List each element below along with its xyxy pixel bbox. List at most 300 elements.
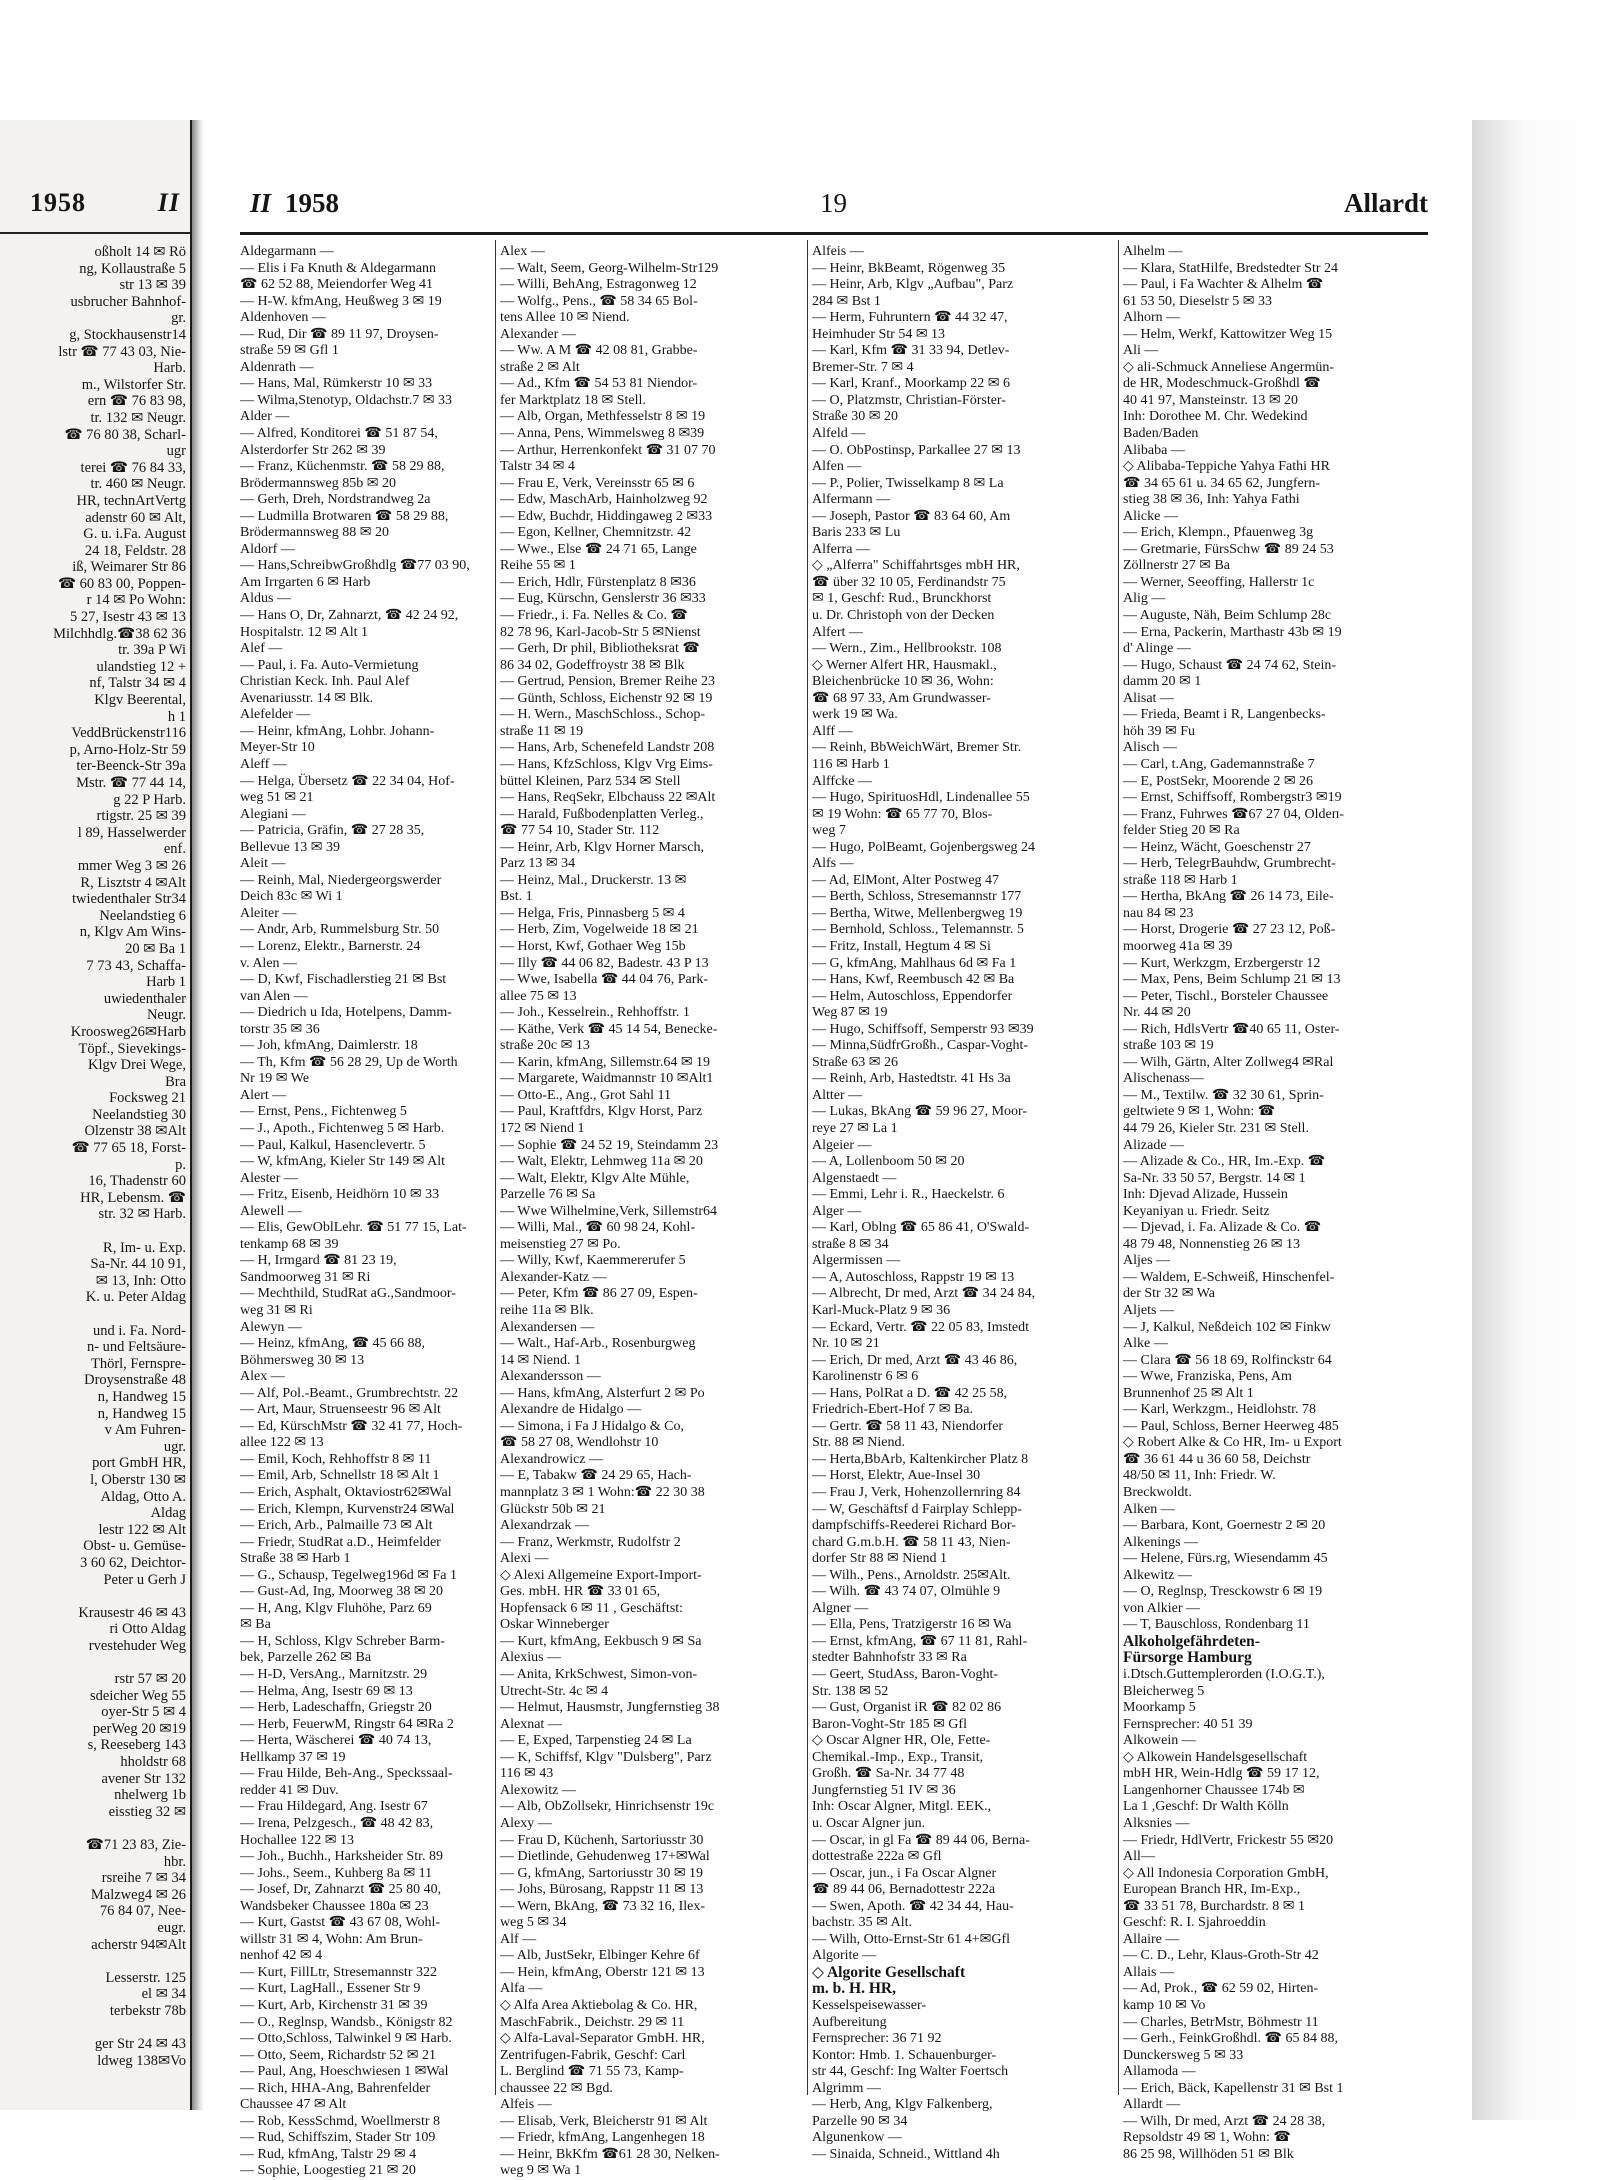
directory-entry: — J., Apoth., Fichtenweg 5 ✉ Harb. [240,1120,445,1136]
left-page-line: Peter u Gerh J [103,1571,186,1588]
left-page-number: II [157,188,180,217]
directory-surname-heading: Alff — [812,723,853,739]
directory-entry: — Berth, Schloss, Stresemannstr 177 [812,889,1022,905]
directory-entry: — Horst, Elektr, Aue-Insel 30 [812,1468,981,1484]
directory-entry: Reihe 55 ✉ 1 [500,558,576,574]
directory-entry: u. Oscar Algner jun. [812,1815,926,1831]
directory-surname-heading: Alexandersson — [500,1369,601,1385]
directory-entry: — Helga, Übersetz ☎ 22 34 04, Hof- [240,773,455,789]
left-page-line: Harb 1 [146,974,186,991]
directory-entry: Keyaniyan u. Friedr. Seitz [1123,1203,1270,1219]
directory-entry: — Friedr, StudRat a.D., Heimfelder [240,1534,441,1550]
directory-entry: — Rob, KessSchmd, Woellmerstr 8 [240,2113,441,2129]
left-page-line: 24 18, Feldstr. 28 [84,542,186,559]
directory-entry: — J, Kalkul, Neßdeich 102 ✉ Finkw [1123,1319,1331,1335]
directory-entry: — Wilh, Dr med, Arzt ☎ 24 28 38, [1123,2113,1326,2129]
directory-surname-heading: Alferra — [812,541,870,557]
directory-entry: 48 79 48, Nonnenstieg 26 ✉ 13 [1123,1236,1300,1252]
left-page-line [0,1223,186,1240]
directory-entry: — Herb, FeuerwM, Ringstr 64 ✉Ra 2 [240,1716,454,1732]
directory-entry: — Hans,SchreibwGroßhdlg ☎77 03 90, [240,558,470,574]
left-page-line: Aldag, Otto A. [100,1488,186,1505]
directory-entry: — Ad, Prok., ☎ 62 59 02, Hirten- [1123,1981,1319,1997]
directory-entry: — Sophie ☎ 24 52 19, Steindamm 23 [500,1137,719,1153]
directory-surname-heading: Alger — [812,1203,862,1219]
directory-entry: — Reinh, BbWeichWärt, Bremer Str. [812,740,1022,756]
directory-entry: ◇ Alibaba-Teppiche Yahya Fathi HR [1123,459,1330,475]
directory-surname-heading: Alex — [500,244,545,259]
directory-entry: damm 20 ✉ 1 [1123,674,1202,690]
directory-surname-heading: Alefelder — [240,707,311,723]
left-page-line: oßholt 14 ✉ Rö [94,244,186,260]
directory-surname-heading: Allais — [1123,1964,1174,1980]
directory-entry: — Johs, Bürosang, Rappstr 11 ✉ 13 [500,1882,704,1898]
left-page-line: Mstr. ☎ 77 44 14, [76,775,186,791]
directory-surname-heading: Alfeis — [812,244,864,259]
directory-entry: — Rich, HdlsVertr ☎40 65 11, Oster- [1123,1021,1340,1037]
left-page-line: ter-Beenck-Str 39a [76,758,186,775]
directory-entry: Inh: Oscar Algner, Mitgl. EEK., [812,1799,992,1815]
directory-entry: — Karl, Kfm ☎ 31 33 94, Detlev- [812,343,1010,359]
left-page-line: ng, Kollaustraße 5 [79,260,186,277]
directory-entry: — Horst, Drogerie ☎ 27 23 12, Poß- [1123,922,1336,938]
directory-surname-heading: Alicke — [1123,508,1178,524]
directory-entry: weg 51 ✉ 21 [240,790,314,806]
directory-entry: weg 31 ✉ Ri [240,1303,313,1318]
directory-surname-heading: Alhorn — [1123,310,1181,326]
directory-entry: — Gerh., FeinkGroßhdl. ☎ 65 84 88, [1123,2031,1338,2047]
directory-entry: Chemikal.-Imp., Exp., Transit, [812,1749,984,1765]
directory-entry: — Frieda, Beamt i R, Langenbecks- [1123,707,1326,723]
left-page-line [0,1306,186,1323]
directory-entry: — Hugo, Schaust ☎ 24 74 62, Stein- [1123,657,1337,673]
directory-entry: stieg 38 ✉ 36, Inh: Yahya Fathi [1123,492,1300,508]
left-page-line: G. u. i.Fa. August [83,526,186,543]
directory-entry: — Elisab, Verk, Bleicherstr 91 ✉ Alt [500,2113,708,2129]
directory-entry: — Kurt, Gastst ☎ 43 67 08, Wohl- [240,1915,440,1931]
directory-surname-heading: Alert — [240,1087,287,1103]
directory-entry: — Franz, Fuhrwes ☎67 27 04, Oldeп- [1123,806,1344,822]
directory-entry: MaschFabrik., Deichstr. 29 ✉ 11 [500,2014,685,2030]
directory-entry: — Heinr, BkBeamt, Rögenweg 35 [812,260,1006,276]
directory-entry: Geschf: R. I. Sjahroeddin [1123,1915,1266,1931]
directory-surname-heading: Aleit — [240,856,286,872]
directory-surname-heading: Alef — [240,641,283,657]
directory-entry: — Heinr, kfmAng, Lohbr. Johann- [240,723,435,739]
left-page-line: r 14 ✉ Po Wohn: [86,592,186,609]
directory-entry: — Gerh, Dreh, Nordstrandweg 2a [240,492,431,508]
directory-surname-heading: d' Alinge — [1123,641,1191,657]
directory-entry: — Frau Hilde, Beh-Ang., Speckssaal- [240,1766,453,1782]
directory-entry: — Paul, i Fa Wachter & Alhelm ☎ [1123,277,1324,293]
directory-entry: — Helga, Fris, Pinnasberg 5 ✉ 4 [500,905,685,921]
left-page-line: 20 ✉ Ba 1 [125,940,186,957]
directory-entry: — Emil, Arb, Schnellstr 18 ✉ Alt 1 [240,1468,440,1484]
directory-entry: — Helm, Werkf, Kattowitzer Weg 15 [1123,326,1333,342]
directory-entry: — Herb, Ang, Klgv Falkenberg, [812,2097,993,2113]
directory-entry: — Wern., Zim., Hellbrookstr. 108 [812,641,1002,657]
directory-entry: — Elis i Fa Knuth & Aldegarmann [240,260,436,276]
directory-entry: Bleichenbrücke 10 ✉ 36, Wohn: [812,674,994,690]
directory-entry: 172 ✉ Niend 1 [500,1120,585,1136]
directory-entry: Breckwoldt. [1123,1485,1192,1501]
left-page-line: n- und Feltsäure- [86,1339,186,1356]
directory-entry: — Karin, kfmAng, Sillemstr.64 ✉ 19 [500,1054,711,1070]
directory-surname-heading: Altter — [812,1087,863,1103]
directory-entry: von Alkier — [1123,1600,1200,1616]
directory-surname-heading: Allamoda — [1123,2064,1196,2080]
directory-entry: — Heinz, Wächt, Goeschenstr 27 [1123,839,1311,855]
directory-entry: — O., Reglnsp, Wandsb., Königstr 82 [240,2014,453,2030]
directory-entry: nau 84 ✉ 23 [1123,905,1194,921]
directory-entry: ☎ über 32 10 05, Ferdinandstr 75 [812,574,1006,590]
left-page-line: usbrucher Bahnhof- [70,293,186,310]
directory-entry: — Wilh, Gärtn, Alter Zollweg4 ✉Ral [1123,1054,1334,1070]
left-page-text [0,244,186,2069]
directory-entry: Straße 38 ✉ Harb 1 [240,1551,351,1567]
directory-entry: — H, Irmgard ☎ 81 23 19, [240,1253,397,1269]
directory-entry: Weg 87 ✉ 19 [812,1005,888,1021]
directory-entry: Hopfensack 6 ✉ 11 , Geschäftst: [500,1600,684,1616]
directory-entry: — Herm, Fuhruntern ☎ 44 32 47, [812,310,1008,326]
directory-surname-heading: Alisch — [1123,740,1178,756]
left-page-line: VeddBrückenstr116 [71,725,186,742]
directory-entry: ☎ 68 97 33, Am Grundwasser- [812,690,991,706]
directory-entry: European Branch HR, Im-Exp., [1123,1882,1301,1898]
directory-entry: straße 59 ✉ Gfl 1 [240,343,339,359]
left-page-line: Milchhdlg.☎38 62 36 [53,625,186,642]
directory-surname-heading: v. Alen — [240,955,298,971]
directory-entry: reihe 11a ✉ Blk. [500,1303,594,1318]
directory-entry: — Minna,SüdfrGroßh., Caspar-Voght- [812,1038,1029,1054]
left-page-line: ☎ 76 80 38, Scharl- [64,426,186,443]
directory-entry: Avenariusstr. 14 ✉ Blk. [240,690,374,706]
left-page-line: h 1 [167,708,186,725]
directory-entry: bachstr. 35 ✉ Alt. [812,1915,913,1931]
directory-entry: — Helene, Fürs.rg, Wiesendamm 45 [1123,1551,1328,1567]
directory-entry: — Hugo, Schiffsoff, Semperstr 93 ✉39 [812,1021,1034,1037]
directory-entry: — Carl, t.Ang, Gademannstraße 7 [1123,756,1315,772]
left-page-line: ldweg 138✉Vo [97,2052,186,2069]
directory-entry: Hospitalstr. 12 ✉ Alt 1 [240,624,369,640]
left-page-line: hholdstr 68 [120,1754,186,1771]
directory-surname-heading: Alisat — [1123,690,1174,706]
directory-entry: — Simona, i Fa J Hidalgo & Co, [500,1418,684,1434]
directory-entry: ☎ 34 65 61 u. 34 65 62, Jungfern- [1123,475,1321,491]
directory-entry: fer Marktplatz 18 ✉ Stell. [500,392,646,408]
directory-surname-heading: Aljes — [1123,1253,1171,1269]
directory-entry: Parzelle 76 ✉ Sa [500,1187,596,1203]
directory-entry: — Hans, ReqSekr, Elbchauss 22 ✉Alt [500,790,716,806]
directory-entry: — Herb, Ladeschaffn, Griegstr 20 [240,1700,432,1716]
directory-surname-heading: Alkowein — [1123,1733,1196,1749]
directory-surname-heading: Alf — [500,1931,537,1947]
directory-entry: — E, Exped, Tarpenstieg 24 ✉ La [500,1733,692,1749]
directory-surname-heading: Alexnat — [500,1716,562,1732]
left-page-line: ☎ 77 65 18, Forst- [71,1140,186,1157]
directory-entry: — Th, Kfm ☎ 56 28 29, Up de Worth [240,1054,458,1070]
left-page-line: rvestehuder Weg [88,1637,186,1654]
directory-page [206,120,1473,2179]
directory-surname-heading: Alischenass— [1123,1071,1204,1087]
directory-entry: dottestraße 222a ✉ Gfl [812,1849,942,1865]
directory-entry: ◇ All Indonesia Corporation GmbH, [1123,1865,1329,1881]
directory-entry: tens Allee 10 ✉ Niend. [500,310,630,326]
directory-entry: — Rud, Dir ☎ 89 11 97, Droysen- [240,326,439,342]
left-page-line [0,1953,186,1970]
directory-entry: — Sinaida, Schneid., Wittland 4h [812,2146,1000,2162]
directory-entry: — Werner, Seeoffing, Hallerstr 1c [1123,574,1315,590]
directory-surname-heading: Alfen — [812,459,862,475]
running-head: Allardt [1344,188,1428,218]
directory-surname-heading: Algenstaedt — [812,1170,897,1186]
left-page-line: 5 27, Isestr 43 ✉ 13 [69,609,186,626]
directory-entry: — K, Schiffsf, Klgv "Dulsberg", Parz [500,1749,712,1765]
directory-surname-heading: Alibaba — [1123,442,1185,458]
directory-entry: — Erich, Bäck, Kapellenstr 31 ✉ Bst 1 [1123,2080,1344,2096]
directory-entry: Friedrich-Ebert-Hof 7 ✉ Ba. [812,1402,974,1418]
directory-entry: — Eckard, Vertr. ☎ 22 05 83, Imstedt [812,1319,1030,1335]
directory-entry: Fürsorge Hamburg [1123,1649,1252,1667]
directory-surname-heading: Alexander — [500,326,576,342]
directory-entry: — Elis, GewOblLehr. ☎ 51 77 15, Lat- [240,1220,467,1236]
directory-entry: tenkamp 68 ✉ 39 [240,1236,339,1252]
directory-entry: Langenhorner Chaussee 174b ✉ [1123,1782,1305,1798]
left-page-line: ger Str 24 ✉ 43 [94,2036,186,2053]
left-page-line: v Am Fuhren- [104,1422,186,1439]
directory-entry: willstr 31 ✉ 4, Wohn: Am Brun- [240,1931,423,1947]
directory-entry: — Alf, Pol.-Beamt., Grumbrechtstr. 22 [240,1385,459,1401]
directory-entry: ◇ Alfa Area Aktiebolag & Co. HR, [500,1997,698,2013]
directory-entry: — Frau D, Küchenh, Sartoriusstr 30 [500,1832,704,1848]
directory-entry: Glückstr 50b ✉ 21 [500,1501,606,1517]
left-page-line: R, Lisztstr 4 ✉Alt [80,874,186,891]
directory-entry: Talstr 34 ✉ 4 [500,459,575,475]
left-page-line: iß, Weimarer Str 86 [72,559,186,576]
directory-entry: — Dietlinde, Gehudenweg 17+✉Wal [500,1849,710,1865]
directory-entry: — Waldem, E-Schweiß, Hinschenfel- [1123,1269,1335,1285]
left-page-line: Aldag [150,1505,186,1522]
directory-entry: ◇ Alfa-Laval-Separator GmbH. HR, [500,2031,705,2047]
left-page-line: ☎71 23 83, Zie- [85,1837,186,1853]
directory-entry: allee 75 ✉ 13 [500,988,577,1004]
directory-entry: Karolinenstr 6 ✉ 6 [812,1369,919,1385]
directory-entry: Heimhuder Str 54 ✉ 13 [812,326,946,342]
directory-entry: — Erich, Arb., Palmaille 73 ✉ Alt [240,1518,433,1534]
page-header [240,188,1428,224]
directory-entry: Parz 13 ✉ 34 [500,856,576,872]
directory-surname-heading: van Alen — [240,988,308,1004]
directory-entry: — Heinz, kfmAng, ☎ 45 66 88, [240,1336,426,1352]
directory-surname-heading: Alken — [1123,1501,1175,1517]
directory-entry: — Illy ☎ 44 06 82, Badestr. 43 P 13 [500,955,709,971]
directory-entry: — Horst, Kwf, Gothaer Weg 15b [500,938,686,954]
left-page-line: Obst- u. Gemüse- [83,1538,186,1555]
left-page-line: Malzweg4 ✉ 26 [90,1886,186,1903]
directory-entry: Parzelle 90 ✉ 34 [812,2113,908,2129]
directory-entry: — Herta,BbArb, Kaltenkircher Platz 8 [812,1451,1029,1467]
directory-entry: — Paul, Kalkul, Hasenclevertr. 5 [240,1137,426,1153]
directory-entry: Bellevue 13 ✉ 39 [240,839,340,855]
directory-entry: — Ludmilla Brotwaren ☎ 58 29 88, [240,508,449,524]
directory-entry: de HR, Modeschmuck-Großhdl ☎ [1123,376,1321,392]
directory-entry: — Helmut, Hausmstr, Jungfernstieg 38 [500,1700,720,1716]
directory-entry: — Wolfg., Pens., ☎ 58 34 65 Bol- [500,293,698,309]
directory-entry: Großh. ☎ Sa-Nr. 34 77 48 [812,1766,965,1782]
page-roman-numeral: II [250,188,272,218]
left-page-line: hbr. [163,1853,186,1870]
directory-entry: — Joh., Kesselrein., Rehhoffstr. 1 [500,1005,690,1021]
directory-entry: — Hans O, Dr, Zahnarzt, ☎ 42 24 92, [240,608,459,624]
directory-entry: — Oscar, jun., i Fa Oscar Algner [812,1865,997,1881]
left-page-line: Harb. [153,360,186,377]
directory-entry: straße 11 ✉ 19 [500,723,584,739]
left-page-line: tr. 460 ✉ Neugr. [90,476,186,493]
directory-entry: ☎ 62 52 88, Meiendorfer Weg 41 [240,277,433,293]
left-page-line: n, Klgv Am Wins- [79,924,186,941]
directory-entry: — Alb, Organ, Methfesselstr 8 ✉ 19 [500,409,706,425]
left-page-line: twiedenthaler Str34 [72,891,186,908]
directory-entry: — Heinr, Arb, Klgv „Aufbau", Parz [812,277,1014,293]
directory-entry: — Paul, i. Fa. Auto-Vermietung [240,657,419,673]
left-page-line: Lesserstr. 125 [105,1969,186,1986]
directory-entry: chaussee 22 ✉ Bgd. [500,2080,613,2096]
directory-surname-heading: Algunenkow — [812,2130,902,2146]
directory-entry: — H-D, VersAng., Marnitzstr. 29 [240,1667,428,1683]
directory-entry: — Walt, Seem, Georg-Wilhelm-Str129 [500,260,719,276]
directory-entry: — Frau Hildegard, Ang. Isestr 67 [240,1799,428,1815]
left-page-line: HR, technArtVertg [76,492,186,509]
directory-entry: Str. 138 ✉ 52 [812,1683,889,1699]
directory-entry: — Art, Maur, Struenseestr 96 ✉ Alt [240,1402,441,1418]
directory-surname-heading: Alexy — [500,1815,552,1831]
left-page-line: oyer-Str 5 ✉ 4 [101,1704,186,1721]
left-page-line: lstr ☎ 77 43 03, Nie- [58,343,186,360]
left-page-line: str 13 ✉ 39 [119,277,186,294]
directory-entry: — Erna, Packerin, Marthastr 43b ✉ 19 [1123,624,1342,640]
left-page-line [0,1588,186,1605]
directory-entry: Brödermannsweg 85b ✉ 20 [240,475,396,491]
directory-surname-heading: Alder — [240,409,290,425]
directory-entry: — Ernst, Pens., Fichtenweg 5 [240,1104,407,1120]
directory-entry: Kontor: Hmb. 1. Schauenburger- [812,2047,997,2063]
directory-surname-heading: Alexius — [500,1650,562,1666]
directory-entry: — Erich, Asphalt, Oktaviostr62✉Wal [240,1485,452,1501]
directory-entry: — Joh, kfmAng, Daimlerstr. 18 [240,1038,418,1054]
directory-entry: — Franz, Werkmstr, Rudolfstr 2 [500,1534,681,1550]
left-page-line: acherstr 94✉Alt [91,1936,186,1953]
left-page-line: gr. [171,310,186,327]
directory-surname-heading: Aleiter — [240,905,297,921]
directory-entry: — Wwe, Franziska, Pens, Am [1123,1369,1292,1385]
directory-entry: Utrecht-Str. 4c ✉ 4 [500,1683,609,1699]
directory-entry: — Hein, kfmAng, Oberstr 121 ✉ 13 [500,1964,705,1980]
directory-entry: — Herb, TelegrBauhdw, Grumbrecht- [1123,856,1336,872]
directory-entry: Böhmersweg 30 ✉ 13 [240,1352,365,1368]
directory-entry: straße 118 ✉ Harb 1 [1123,872,1238,888]
left-page-year: 1958 [30,188,86,217]
left-page-line [0,1820,186,1837]
left-page-line: Neugr. [146,1007,186,1024]
left-page-line: 7 73 43, Schaffa- [86,957,186,974]
directory-entry: — Rud, kfmAng, Talstr 29 ✉ 4 [240,2146,417,2162]
directory-entry: — Otto,Schloss, Talwinkel 9 ✉ Harb. [240,2031,452,2047]
directory-entry: Wandsbeker Chaussee 180a ✉ 23 [240,1898,429,1914]
directory-entry: — G., Schausp, Tegelweg196d ✉ Fa 1 [240,1567,457,1583]
directory-entry: L. Berglind ☎ 71 55 73, Kamp- [500,2064,684,2080]
directory-surname-heading: Aleff — [240,756,287,772]
left-page-line: 76 84 07, Nee- [99,1903,186,1920]
directory-entry: — Wilma,Stenotyp, Oldachstr.7 ✉ 33 [240,392,452,408]
directory-entry: Alkoholgefährdeten- [1123,1632,1260,1650]
directory-entry: Repsoldstr 49 ✉ 1, Wohn: ☎ [1123,2130,1291,2146]
directory-entry: — Arthur, Herrenkonfekt ☎ 31 07 70 [500,442,716,458]
left-page-header [30,188,180,218]
directory-entry: — Wilh. ☎ 43 74 07, Olmühle 9 [812,1584,1001,1600]
directory-entry: Straße 30 ✉ 20 [812,409,898,425]
directory-entry: Ges. mbH. HR ☎ 33 01 65, [500,1584,661,1600]
directory-surname-heading: Algeier — [812,1137,872,1153]
directory-entry: — Rich, HHA-Ang, Bahrenfelder [240,2080,431,2096]
directory-entry: Straße 63 ✉ 26 [812,1054,898,1070]
directory-entry: — Fritz, Install, Hegtum 4 ✉ Si [812,938,991,954]
directory-entry: straße 20c ✉ 13 [500,1038,590,1054]
directory-entry: — Swen, Apoth. ☎ 42 34 44, Hau- [812,1898,1014,1914]
directory-entry: — Hertha, BkAng ☎ 26 14 73, Eile- [1123,889,1334,905]
directory-entry: — Alb, ObZollsekr, Hinrichsenstr 19c [500,1799,715,1815]
directory-entry: 86 25 98, Willhöden 51 ✉ Blk [1123,2146,1294,2162]
directory-entry: dorfer Str 88 ✉ Niend 1 [812,1551,947,1567]
directory-entry: — Patricia, Gräfin, ☎ 27 28 35, [240,823,425,839]
directory-entry: Kesselspeisewasser- [812,1997,927,2013]
directory-column-4 [1123,244,1428,2162]
directory-entry: — Mechthild, StudRat aG.,Sandmoor- [240,1286,456,1302]
directory-entry: 44 79 26, Kieler Str. 231 ✉ Stell. [1123,1120,1309,1136]
left-page-line: ✉ 13, Inh: Otto [95,1272,186,1289]
directory-entry: — Hans, Kwf, Reembusch 42 ✉ Ba [812,972,1015,988]
directory-entry: — Andr, Arb, Rummelsburg Str. 50 [240,922,440,938]
directory-entry: u. Dr. Christoph von der Decken [812,608,995,624]
directory-surname-heading: Allaire — [1123,1931,1180,1947]
directory-surname-heading: Alfs — [812,856,854,872]
directory-surname-heading: Alfeld — [812,426,866,442]
left-page-line: str. 32 ✉ Harb. [98,1206,186,1223]
directory-entry: Sa-Nr. 33 50 57, Bergstr. 14 ✉ 1 [1123,1170,1306,1186]
directory-entry: ◇ Werner Alfert HR, Hausmakl., [812,657,997,673]
directory-entry: — Sophie, Loogestieg 21 ✉ 20 [240,2163,416,2179]
directory-entry: ◇ Alkowein Handelsgesellschaft [1123,1749,1308,1765]
left-page-line: ugr. [163,1438,186,1455]
directory-entry: — Irena, Pelzgesch., ☎ 48 42 83, [240,1815,434,1831]
directory-entry: ◇ ali-Schmuck Anneliese Angermün- [1123,359,1334,375]
directory-entry: chard G.m.b.H. ☎ 58 11 43, Nien- [812,1534,1011,1550]
directory-entry: — Ella, Pens, Tratzigerstr 16 ✉ Wa [812,1617,1012,1633]
directory-entry: — Kurt, FillLtr, Stresemannstr 322 [240,1964,437,1980]
directory-entry: — Joh., Buchh., Harksheider Str. 89 [240,1849,443,1865]
directory-entry: — Günth, Schloss, Eichenstr 92 ✉ 19 [500,690,713,706]
directory-entry: — Hugo, SpirituosHdl, Lindenallee 55 [812,790,1030,806]
left-page-line: m., Wilstorfer Str. [81,376,186,393]
directory-entry: stedter Bahnhofstr 33 ✉ Ra [812,1650,967,1666]
directory-entry: — Diedrich u Ida, Hotelpens, Damm- [240,1005,452,1021]
directory-entry: — Ad, ElMont, Alter Postweg 47 [812,872,1000,888]
directory-entry: ◇ „Alferra" Schiffahrtsges mbH HR, [812,558,1020,574]
left-page-line: lestr 122 ✉ Alt [98,1521,186,1538]
directory-entry: — Edw, MaschArb, Hainholzweg 92 [500,492,708,508]
directory-surname-heading: Alexowitz — [500,1782,576,1798]
directory-entry: kamp 10 ✉ Vo [1123,1997,1206,2013]
directory-entry: La 1 ,Geschf: Dr Walth Kölln [1123,1799,1289,1815]
